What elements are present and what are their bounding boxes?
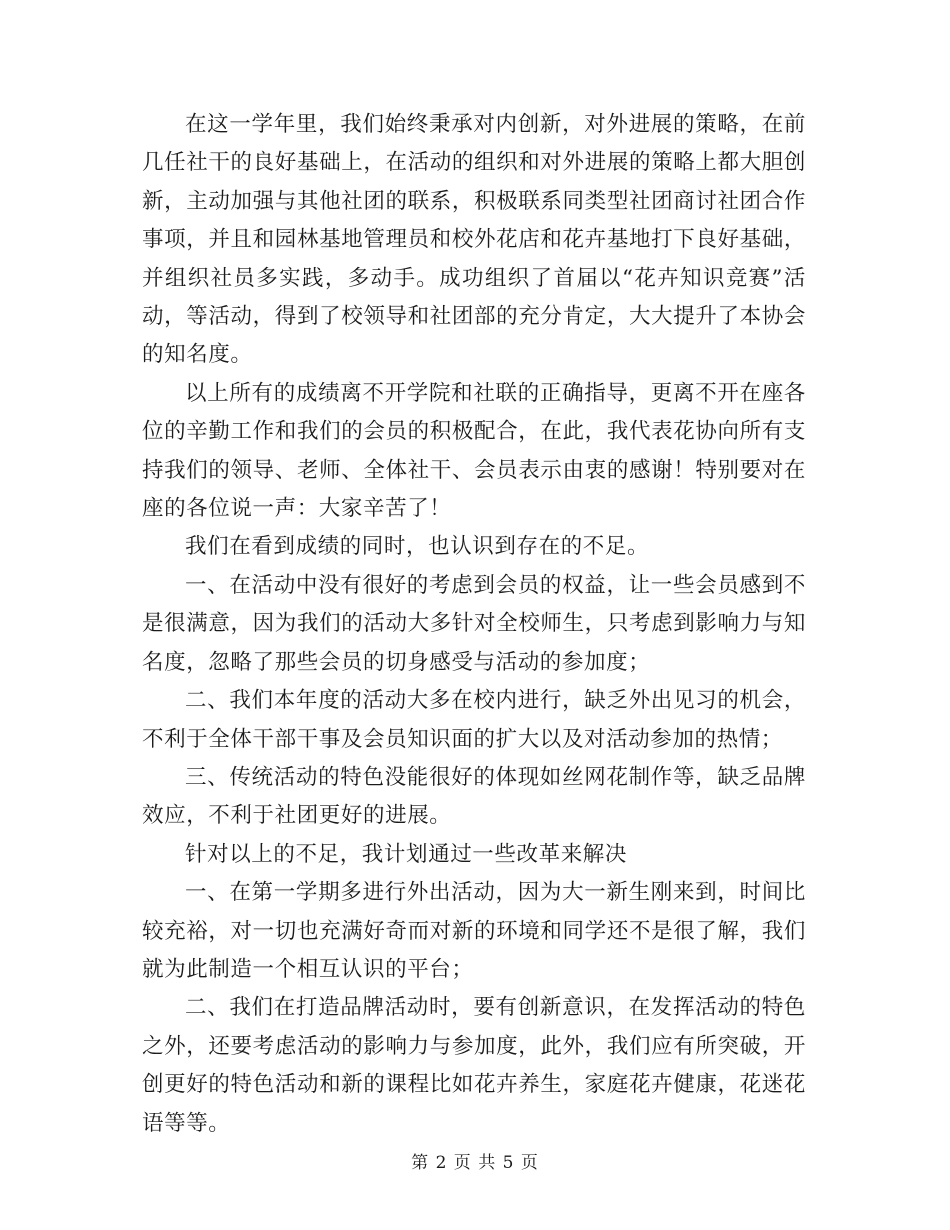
paragraph-plan-1: 一、在第一学期多进行外出活动，因为大一新生刚来到，时间比较充裕，对一切也充满好奇而对新的环境和同学还不是很了解，我们就为此制造一个相互认识的平台； — [142, 880, 806, 982]
page-footer — [0, 1148, 950, 1173]
paragraph-shortcoming-3: 三、传统活动的特色没能很好的体现如丝网花制作等，缺乏品牌效应，不利于社团更好的进展。 — [142, 764, 806, 829]
paragraph-shortcoming-2: 二、我们本年度的活动大多在校内进行，缺乏外出见习的机会，不利于全体干部干事及会员知识面的扩大以及对活动参加的热情； — [142, 688, 806, 752]
document-body — [142, 106, 806, 1143]
page-number: 第 2 页 共 5 页 — [411, 1153, 539, 1173]
paragraph-plan-intro: 针对以上的不足，我计划通过一些改革来解决 — [185, 841, 628, 867]
paragraph-shortcoming-1: 一、在活动中没有很好的考虑到会员的权益，让一些会员感到不是很满意，因为我们的活动大多针对全校师生，只考虑到影响力与知名度，忽略了那些会员的切身感受与活动的参加度； — [142, 572, 806, 675]
paragraph-plan-2: 二、我们在打造品牌活动时，要有创新意识，在发挥活动的特色之外，还要考虑活动的影响力与参加度，此外，我们应有所突破，开创更好的特色活动和新的课程比如花卉养生，家庭花卉健康，花迷花语等等。 — [142, 995, 806, 1136]
paragraph-shortcomings-intro: 我们在看到成绩的同时，也认识到存在的不足。 — [185, 534, 650, 560]
paragraph-thanks: 以上所有的成绩离不开学院和社联的正确指导，更离不开在座各位的辛勤工作和我们的会员的积极配合，在此，我代表花协向所有支持我们的领导、老师、全体社干、会员表示由衷的感谢！特别要对在座的各位说一声：大家辛苦了！ — [142, 380, 806, 522]
paragraph-achievements: 在这一学年里，我们始终秉承对内创新，对外进展的策略，在前几任社干的良好基础上，在活动的组织和对外进展的策略上都大胆创新，主动加强与其他社团的联系，积极联系同类型社团商讨社团合作事项，并且和园林基地管理员和校外花店和花卉基地打下良好基础，并组织社员多实践，多动手。成功组织了首届以“花卉知识竞赛”活动，等活动，得到了校领导和社团部的充分肯定，大大提升了本协会的知名度。 — [142, 112, 806, 368]
